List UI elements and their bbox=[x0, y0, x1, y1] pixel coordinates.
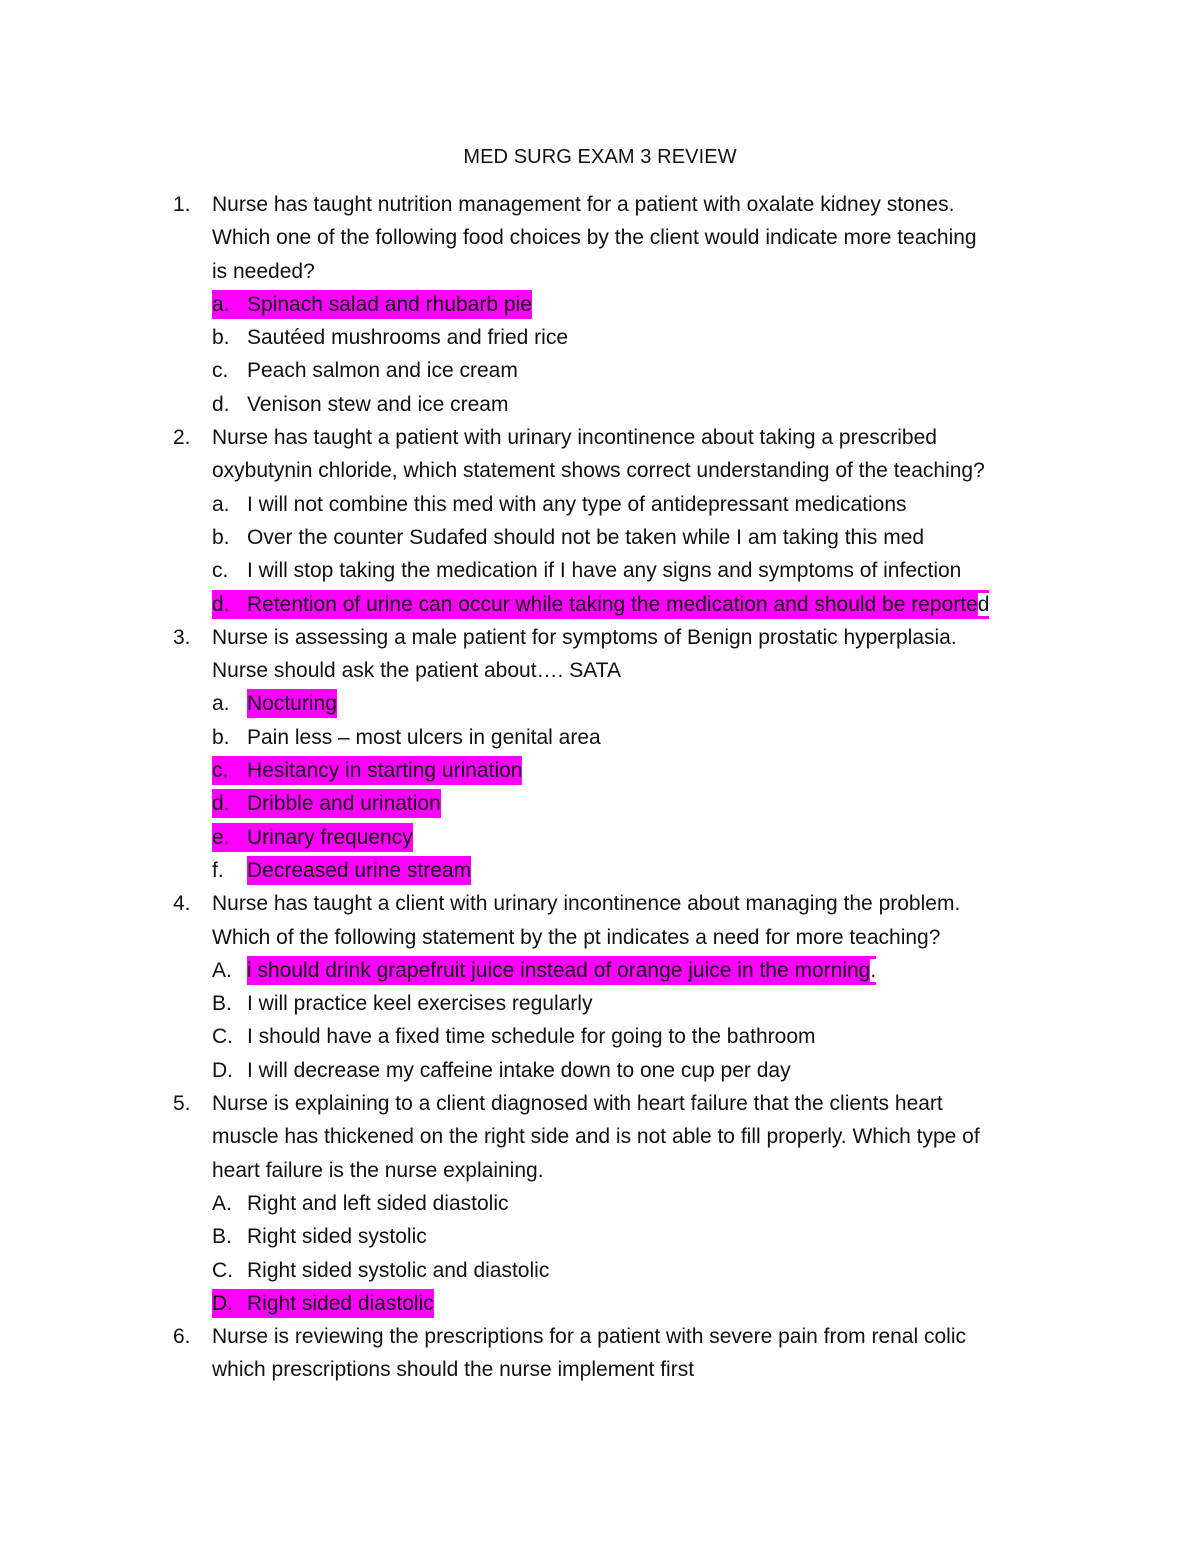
option-marker: c. bbox=[212, 756, 247, 785]
option-text: Pain less – most ulcers in genital area bbox=[247, 725, 601, 749]
question-line bbox=[0, 1120, 1200, 1153]
answer-option bbox=[0, 721, 1200, 754]
question-text: Nurse is assessing a male patient for symptoms of Benign prostatic hyperplasia. bbox=[212, 625, 957, 649]
option-marker: e. bbox=[212, 823, 247, 852]
option-text-tail: . bbox=[870, 958, 877, 982]
answer-option bbox=[0, 521, 1200, 554]
option-text: I should have a fixed time schedule for going to the bathroom bbox=[247, 1025, 816, 1049]
question-5 bbox=[0, 1087, 1200, 1320]
answer-option bbox=[0, 854, 1200, 887]
question-text: Nurse has taught a patient with urinary incontinence about taking a prescribed bbox=[212, 426, 937, 450]
option-text: Right and left sided diastolic bbox=[247, 1191, 509, 1215]
question-text: is needed? bbox=[212, 259, 315, 283]
answer-option bbox=[0, 754, 1200, 787]
page-title: MED SURG EXAM 3 REVIEW bbox=[463, 146, 737, 168]
question-line bbox=[0, 1353, 1200, 1386]
highlighted-answer-text: Nocturing bbox=[247, 689, 337, 718]
question-4 bbox=[0, 887, 1200, 1087]
option-marker: A. bbox=[212, 958, 232, 982]
question-text: Nurse should ask the patient about…. SATA bbox=[212, 659, 621, 683]
highlighted-answer-text: Spinach salad and rhubarb pie bbox=[247, 290, 532, 319]
question-text: heart failure is the nurse explaining. bbox=[212, 1158, 544, 1182]
question-3 bbox=[0, 621, 1200, 887]
option-marker: b. bbox=[212, 326, 230, 350]
question-line bbox=[0, 454, 1200, 487]
option-marker: a. bbox=[212, 692, 230, 716]
highlighted-answer-text: Right sided diastolic bbox=[247, 1289, 434, 1318]
question-6 bbox=[0, 1320, 1200, 1387]
answer-option bbox=[0, 488, 1200, 521]
question-text: muscle has thickened on the right side and is not able to fill properly. Which type of bbox=[212, 1125, 980, 1149]
option-text: Right sided systolic bbox=[247, 1225, 427, 1249]
option-marker: b. bbox=[212, 725, 230, 749]
highlighted-answer-text: i should drink grapefruit juice instead of orange juice in the morning. bbox=[247, 956, 876, 985]
question-text: Nurse has taught a client with urinary incontinence about managing the problem. bbox=[212, 892, 961, 916]
question-text: Nurse is explaining to a client diagnosed with heart failure that the clients heart bbox=[212, 1092, 943, 1116]
answer-option bbox=[0, 687, 1200, 720]
highlighted-answer-text: Hesitancy in starting urination bbox=[247, 756, 522, 785]
option-marker: D. bbox=[212, 1058, 233, 1082]
option-marker: a. bbox=[212, 492, 230, 516]
question-line bbox=[0, 921, 1200, 954]
answer-option bbox=[0, 954, 1200, 987]
question-line bbox=[0, 1154, 1200, 1187]
option-text: Sautéed mushrooms and fried rice bbox=[247, 326, 568, 350]
option-marker: d. bbox=[212, 590, 247, 619]
question-2 bbox=[0, 421, 1200, 621]
question-line bbox=[0, 887, 1200, 920]
answer-option bbox=[0, 321, 1200, 354]
option-marker: d. bbox=[212, 392, 230, 416]
option-text: I will stop taking the medication if I have any signs and symptoms of infection bbox=[247, 559, 962, 583]
option-text: I will decrease my caffeine intake down to one cup per day bbox=[247, 1058, 791, 1082]
answer-option bbox=[0, 987, 1200, 1020]
option-marker: B. bbox=[212, 1225, 232, 1249]
answer-option bbox=[0, 821, 1200, 854]
answer-option bbox=[0, 1220, 1200, 1253]
option-marker: B. bbox=[212, 992, 232, 1016]
question-text: which prescriptions should the nurse implement first bbox=[212, 1358, 695, 1382]
question-number: 5. bbox=[173, 1092, 191, 1116]
question-text: Which of the following statement by the pt indicates a need for more teaching? bbox=[212, 925, 941, 949]
option-marker: C. bbox=[212, 1025, 233, 1049]
option-marker: d. bbox=[212, 789, 247, 818]
answer-option bbox=[0, 388, 1200, 421]
question-line bbox=[0, 421, 1200, 454]
question-number: 1. bbox=[173, 193, 191, 216]
option-text: I will not combine this med with any type of antidepressant medications bbox=[247, 492, 907, 516]
question-text: Nurse has taught nutrition management for a patient with oxalate kidney stones. bbox=[212, 193, 955, 216]
question-line bbox=[0, 221, 1200, 254]
answer-option bbox=[0, 1287, 1200, 1320]
question-list bbox=[0, 188, 1200, 1387]
option-text: Right sided systolic and diastolic bbox=[247, 1258, 550, 1282]
answer-option bbox=[0, 588, 1200, 621]
answer-option bbox=[0, 1187, 1200, 1220]
highlighted-answer-text: Dribble and urination bbox=[247, 789, 441, 818]
question-line bbox=[0, 654, 1200, 687]
question-line bbox=[0, 188, 1200, 221]
option-marker: c. bbox=[212, 559, 229, 583]
question-line bbox=[0, 255, 1200, 288]
question-number: 3. bbox=[173, 625, 191, 649]
option-marker: C. bbox=[212, 1258, 233, 1282]
question-number: 2. bbox=[173, 426, 191, 450]
answer-option bbox=[0, 787, 1200, 820]
answer-option bbox=[0, 1020, 1200, 1053]
option-marker: a. bbox=[212, 290, 247, 319]
answer-option bbox=[0, 288, 1200, 321]
option-text: Over the counter Sudafed should not be taken while I am taking this med bbox=[247, 525, 925, 549]
question-text: Nurse is reviewing the prescriptions for a patient with severe pain from renal colic bbox=[212, 1325, 967, 1349]
option-marker: c. bbox=[212, 359, 229, 383]
option-marker: D. bbox=[212, 1289, 247, 1318]
option-marker: b. bbox=[212, 525, 230, 549]
question-text: oxybutynin chloride, which statement shows correct understanding of the teaching? bbox=[212, 459, 985, 483]
highlighted-answer-text: Decreased urine stream bbox=[247, 856, 471, 885]
option-text: I will practice keel exercises regularly bbox=[247, 992, 593, 1016]
answer-option bbox=[0, 1254, 1200, 1287]
highlighted-answer-text: Retention of urine can occur while taking the medication and should be reported bbox=[247, 590, 989, 619]
question-line bbox=[0, 1320, 1200, 1353]
question-line bbox=[0, 1087, 1200, 1120]
option-text: Peach salmon and ice cream bbox=[247, 359, 518, 383]
option-marker: A. bbox=[212, 1191, 232, 1215]
option-text-tail: d bbox=[977, 592, 990, 616]
highlighted-answer-text: Urinary frequency bbox=[247, 823, 413, 852]
answer-option bbox=[0, 554, 1200, 587]
answer-option bbox=[0, 354, 1200, 387]
answer-option bbox=[0, 1054, 1200, 1087]
question-number: 6. bbox=[173, 1325, 191, 1349]
question-text: Which one of the following food choices by the client would indicate more teaching bbox=[212, 226, 977, 250]
question-1 bbox=[0, 188, 1200, 421]
option-marker: f. bbox=[212, 858, 224, 882]
option-text: Venison stew and ice cream bbox=[247, 392, 509, 416]
question-number: 4. bbox=[173, 892, 191, 916]
question-line bbox=[0, 621, 1200, 654]
